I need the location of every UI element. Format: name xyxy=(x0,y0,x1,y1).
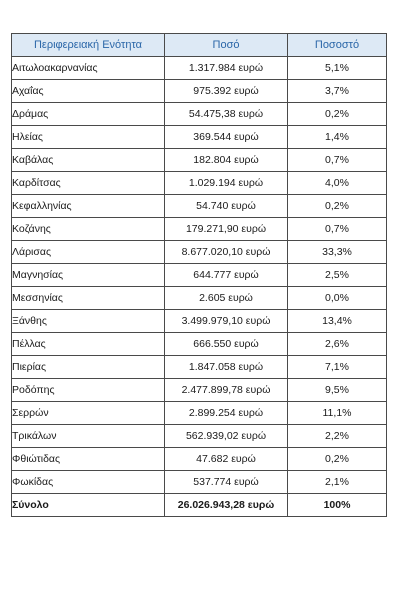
percentage-cell: 0,0% xyxy=(288,287,387,310)
amount-cell: 47.682 ευρώ xyxy=(165,448,288,471)
table-row xyxy=(12,126,387,149)
total-label: Σύνολο xyxy=(12,494,165,517)
percentage-cell: 4,0% xyxy=(288,172,387,195)
table-row xyxy=(12,471,387,494)
table-row xyxy=(12,425,387,448)
amount-cell: 2.477.899,78 ευρώ xyxy=(165,379,288,402)
table-row xyxy=(12,356,387,379)
region-cell: Ξάνθης xyxy=(12,310,165,333)
percentage-cell: 5,1% xyxy=(288,57,387,80)
table-row xyxy=(12,333,387,356)
table-row xyxy=(12,448,387,471)
table-row xyxy=(12,241,387,264)
region-cell: Ροδόπης xyxy=(12,379,165,402)
percentage-cell: 11,1% xyxy=(288,402,387,425)
region-cell: Πιερίας xyxy=(12,356,165,379)
amount-cell: 2.899.254 ευρώ xyxy=(165,402,288,425)
percentage-cell: 2,5% xyxy=(288,264,387,287)
amount-cell: 182.804 ευρώ xyxy=(165,149,288,172)
region-cell: Ηλείας xyxy=(12,126,165,149)
amount-cell: 975.392 ευρώ xyxy=(165,80,288,103)
percentage-cell: 13,4% xyxy=(288,310,387,333)
table-header xyxy=(12,34,387,57)
table-row xyxy=(12,57,387,80)
percentage-cell: 2,2% xyxy=(288,425,387,448)
total-row xyxy=(12,494,387,517)
amount-cell: 179.271,90 ευρώ xyxy=(165,218,288,241)
table-row xyxy=(12,379,387,402)
region-cell: Πέλλας xyxy=(12,333,165,356)
amount-cell: 562.939,02 ευρώ xyxy=(165,425,288,448)
region-cell: Καβάλας xyxy=(12,149,165,172)
amount-cell: 54.475,38 ευρώ xyxy=(165,103,288,126)
percentage-cell: 2,1% xyxy=(288,471,387,494)
region-cell: Αιτωλοακαρνανίας xyxy=(12,57,165,80)
amounts-table xyxy=(11,33,387,517)
amount-cell: 2.605 ευρώ xyxy=(165,287,288,310)
percentage-cell: 2,6% xyxy=(288,333,387,356)
amount-cell: 666.550 ευρώ xyxy=(165,333,288,356)
header-amount: Ποσό xyxy=(165,34,288,57)
amount-cell: 644.777 ευρώ xyxy=(165,264,288,287)
table-body xyxy=(12,57,387,494)
region-cell: Δράμας xyxy=(12,103,165,126)
region-cell: Λάρισας xyxy=(12,241,165,264)
percentage-cell: 33,3% xyxy=(288,241,387,264)
percentage-cell: 0,7% xyxy=(288,149,387,172)
region-cell: Τρικάλων xyxy=(12,425,165,448)
region-cell: Μαγνησίας xyxy=(12,264,165,287)
total-percentage: 100% xyxy=(288,494,387,517)
header-percentage: Ποσοστό xyxy=(288,34,387,57)
amount-cell: 54.740 ευρώ xyxy=(165,195,288,218)
table-row xyxy=(12,103,387,126)
amount-cell: 3.499.979,10 ευρώ xyxy=(165,310,288,333)
table-row xyxy=(12,195,387,218)
region-cell: Μεσσηνίας xyxy=(12,287,165,310)
region-cell: Αχαΐας xyxy=(12,80,165,103)
percentage-cell: 7,1% xyxy=(288,356,387,379)
table-row xyxy=(12,264,387,287)
region-cell: Κοζάνης xyxy=(12,218,165,241)
region-cell: Καρδίτσας xyxy=(12,172,165,195)
percentage-cell: 0,2% xyxy=(288,448,387,471)
region-cell: Φωκίδας xyxy=(12,471,165,494)
table-row xyxy=(12,287,387,310)
table-row xyxy=(12,80,387,103)
percentage-cell: 1,4% xyxy=(288,126,387,149)
table-row xyxy=(12,218,387,241)
region-cell: Κεφαλληνίας xyxy=(12,195,165,218)
amount-cell: 1.317.984 ευρώ xyxy=(165,57,288,80)
percentage-cell: 3,7% xyxy=(288,80,387,103)
percentage-cell: 0,7% xyxy=(288,218,387,241)
amount-cell: 1.029.194 ευρώ xyxy=(165,172,288,195)
table-row xyxy=(12,310,387,333)
percentage-cell: 0,2% xyxy=(288,195,387,218)
region-cell: Σερρών xyxy=(12,402,165,425)
table-footer xyxy=(12,494,387,517)
header-region: Περιφερειακή Ενότητα xyxy=(12,34,165,57)
amount-cell: 1.847.058 ευρώ xyxy=(165,356,288,379)
amount-cell: 369.544 ευρώ xyxy=(165,126,288,149)
amount-cell: 537.774 ευρώ xyxy=(165,471,288,494)
region-cell: Φθιώτιδας xyxy=(12,448,165,471)
table-row xyxy=(12,149,387,172)
table-row xyxy=(12,172,387,195)
total-amount: 26.026.943,28 ευρώ xyxy=(165,494,288,517)
table-row xyxy=(12,402,387,425)
percentage-cell: 9,5% xyxy=(288,379,387,402)
amount-cell: 8.677.020,10 ευρώ xyxy=(165,241,288,264)
percentage-cell: 0,2% xyxy=(288,103,387,126)
header-row xyxy=(12,34,387,57)
